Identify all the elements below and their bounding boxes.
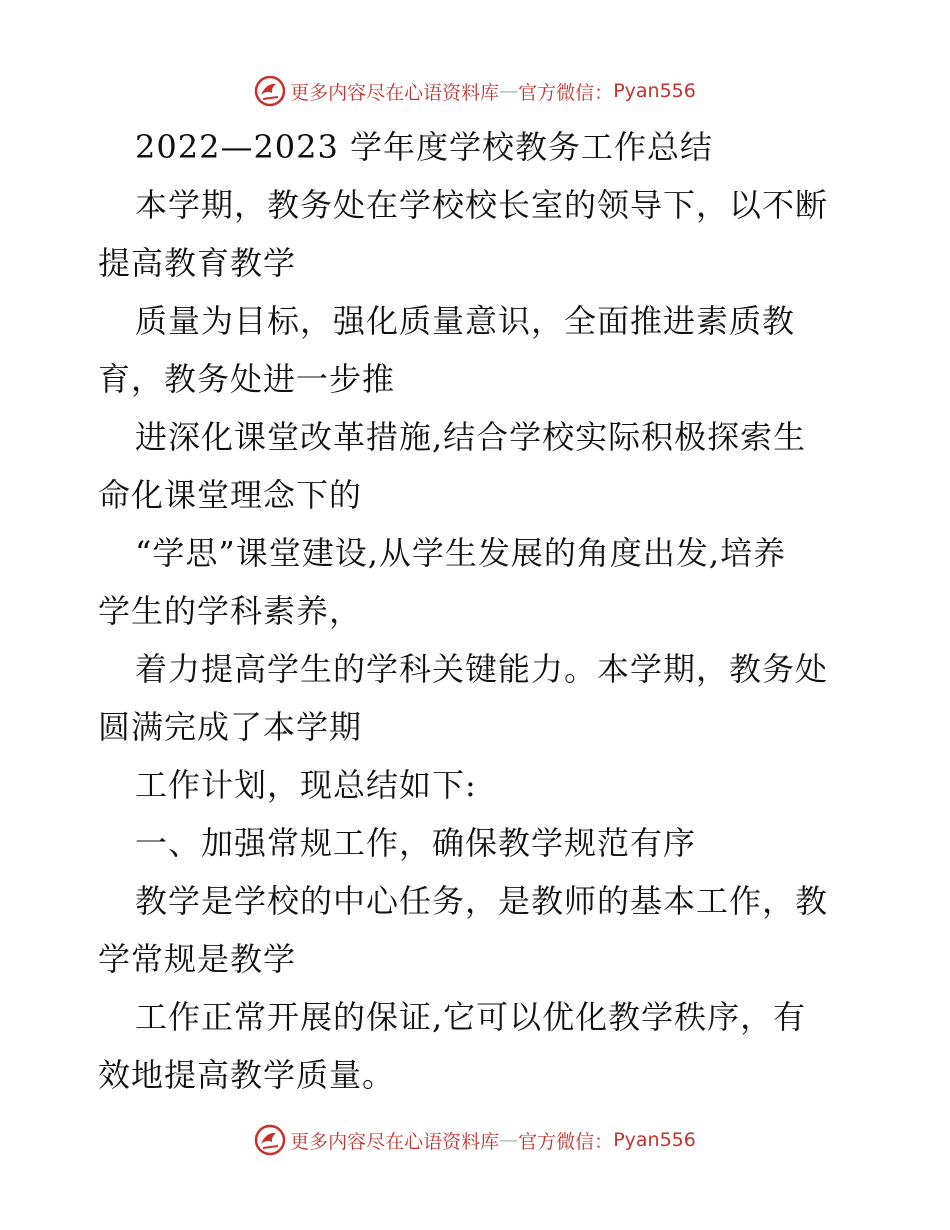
- body-line: 育，教务处进一步推: [98, 360, 396, 398]
- body-line: 学常规是教学: [98, 940, 297, 978]
- section-heading: 一、加强常规工作，确保教学规范有序: [135, 824, 697, 862]
- body-line: 着力提高学生的学科关键能力。本学期，教务处: [135, 650, 829, 688]
- body-line: 命化课堂理念下的: [98, 476, 363, 514]
- watermark-link[interactable]: 更多内容尽在心语资料库: [290, 81, 500, 104]
- body-line: 质量为目标，强化质量意识，全面推进素质教: [135, 302, 796, 340]
- body-line: 工作正常开展的保证,它可以优化教学秩序，有: [135, 998, 807, 1036]
- watermark-link[interactable]: 更多内容尽在心语资料库: [290, 1130, 500, 1153]
- body-line: 教学是学校的中心任务，是教师的基本工作，教: [135, 882, 829, 920]
- watermark-wechat-id: Pyan556: [613, 80, 696, 102]
- document-title: 2022—2023 学年度学校教务工作总结: [135, 128, 714, 166]
- body-line: 本学期，教务处在学校校长室的领导下，以不断: [135, 186, 829, 224]
- body-line: 效地提高教学质量。: [98, 1056, 396, 1094]
- watermark-footer: [0, 1120, 950, 1160]
- body-line: 进深化课堂改革措施,结合学校实际积极探索生: [135, 418, 807, 456]
- body-line: “学思”课堂建设,从学生发展的角度出发,培养: [135, 534, 787, 572]
- body-line: 圆满完成了本学期: [98, 708, 363, 746]
- dragon-book-seal-icon: [254, 75, 286, 107]
- dragon-book-seal-icon: [254, 1124, 286, 1156]
- watermark-wechat-label: 官方微信：: [518, 1130, 614, 1153]
- watermark-wechat-id: Pyan556: [613, 1129, 696, 1151]
- watermark-separator: —: [499, 1129, 519, 1151]
- watermark-wechat-label: 官方微信：: [518, 81, 614, 104]
- body-line: 工作计划，现总结如下:: [135, 766, 477, 804]
- watermark-header: [0, 71, 950, 111]
- body-line: 提高教育教学: [98, 244, 297, 282]
- body-line: 学生的学科素养，: [98, 592, 363, 630]
- watermark-separator: —: [499, 80, 519, 102]
